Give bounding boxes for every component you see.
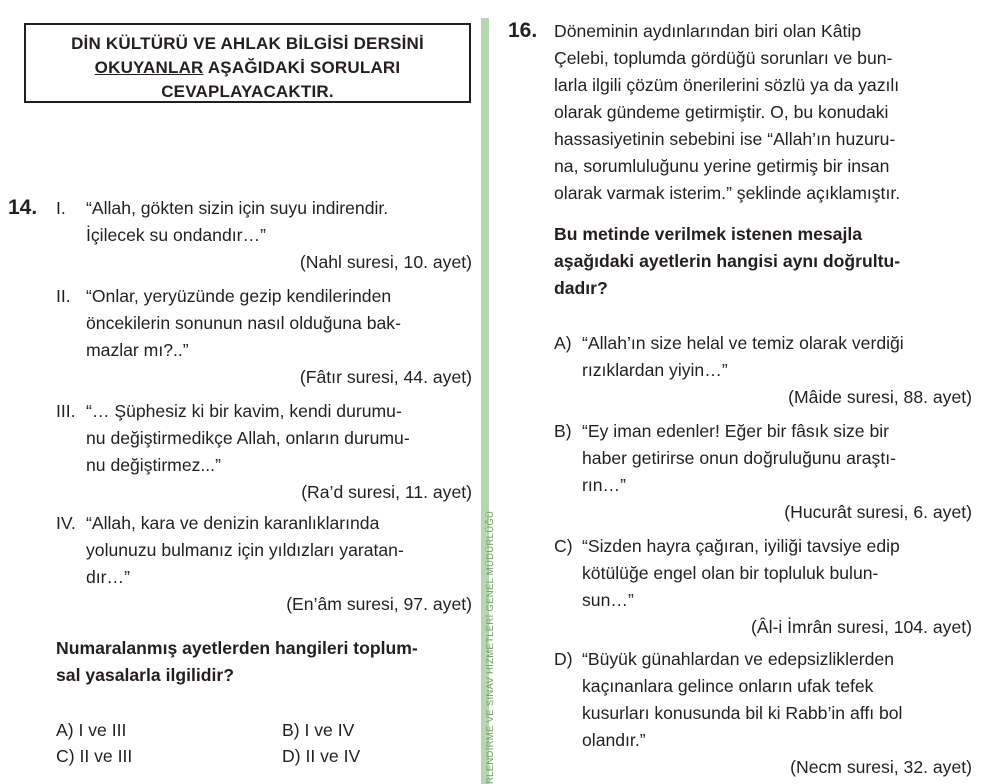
notice-line-1: DİN KÜLTÜRÜ VE AHLAK BİLGİSİ DERSİNİ	[71, 34, 424, 53]
q16-option-c-line[interactable]: sun…”	[582, 590, 634, 610]
q16-passage-line: olarak gündeme getirmiştir. O, bu konudaki	[554, 102, 889, 122]
q16-option-d-line[interactable]: “Büyük günahlardan ve edepsizliklerden	[582, 649, 894, 669]
q14-question-line: Numaralanmış ayetlerden hangileri toplum-	[56, 638, 418, 658]
q16-passage-line: na, sorumluluğunu yerine getirmiş bir insan	[554, 156, 890, 176]
q16-option-a-label[interactable]: A)	[554, 333, 572, 353]
question-14-number: 14.	[8, 196, 38, 219]
q14-item-1-line: İçilecek su ondandır…”	[86, 225, 266, 245]
q16-option-b-label[interactable]: B)	[554, 421, 572, 441]
exam-notice-box	[24, 23, 471, 103]
q14-item-4-line: yolunuzu bulmanız için yıldızları yaratan-	[86, 540, 404, 560]
q16-option-d-source: (Necm suresi, 32. ayet)	[790, 757, 972, 777]
q14-item-4-source: (En’âm suresi, 97. ayet)	[286, 594, 472, 614]
q14-item-3-line: nu değiştirmedikçe Allah, onların durumu-	[86, 428, 410, 448]
q14-item-3-label: III.	[56, 401, 76, 421]
q16-option-b-line[interactable]: rın…”	[582, 475, 626, 495]
notice-line-2-rest: AŞAĞIDAKİ SORULARI	[203, 58, 401, 77]
q16-option-c-line[interactable]: kötülüğe engel olan bir topluluk bulun-	[582, 563, 879, 583]
q14-option-b[interactable]: B) I ve IV	[282, 720, 355, 740]
q14-item-2-source: (Fâtır suresi, 44. ayet)	[299, 367, 472, 387]
q16-question-line: aşağıdaki ayetlerin hangisi aynı doğrultu-	[554, 251, 901, 271]
q16-option-d-line[interactable]: kaçınanlara gelince onların ufak tefek	[582, 676, 874, 696]
q14-item-4-label: IV.	[56, 513, 76, 533]
q14-item-1-label: I.	[56, 198, 66, 218]
q14-item-3-line: “… Şüphesiz ki bir kavim, kendi durumu-	[86, 401, 402, 421]
q14-item-2-line: öncekilerin sonunun nasıl olduğuna bak-	[86, 313, 401, 333]
q16-option-d-line[interactable]: olandır.”	[582, 730, 646, 750]
q16-passage-line: olarak varmak isterim.” şeklinde açıklamıştır.	[554, 183, 901, 203]
q16-question-line: Bu metinde verilmek istenen mesajla	[554, 224, 863, 244]
q16-question-line: dadır?	[554, 278, 608, 298]
question-16-number: 16.	[508, 19, 538, 42]
notice-underlined-word: OKUYANLAR	[94, 58, 204, 77]
q16-passage-line: larla ilgili çözüm önerilerini sözlü ya da yazılı	[554, 75, 900, 95]
q14-item-3-source: (Ra’d suresi, 11. ayet)	[301, 482, 472, 502]
q14-option-a[interactable]: A) I ve III	[56, 720, 127, 740]
q16-option-b-line[interactable]: haber getirirse onun doğruluğunu araştı-	[582, 448, 896, 468]
q14-item-3-line: nu değiştirmez...”	[86, 455, 221, 475]
publisher-vertical-text: RLENDİRME VE SINAV HİZMETLERİ GENEL MÜDÜRLÜĞÜ	[485, 510, 496, 784]
notice-line-2	[26, 56, 469, 80]
q16-option-c-line[interactable]: “Sizden hayra çağıran, iyiliği tavsiye edip	[582, 536, 900, 556]
q14-item-1-source: (Nahl suresi, 10. ayet)	[299, 252, 472, 272]
q16-option-d-label[interactable]: D)	[554, 649, 573, 669]
q16-option-a-line[interactable]: “Allah’ın size helal ve temiz olarak verdiği	[582, 333, 904, 353]
q16-passage-line: hassasiyetinin sebebini ise “Allah’ın huzuru-	[554, 129, 896, 149]
q16-option-b-source: (Hucurât suresi, 6. ayet)	[784, 502, 972, 522]
q14-question-line: sal yasalarla ilgilidir?	[56, 665, 234, 685]
q16-option-b-line[interactable]: “Ey iman edenler! Eğer bir fâsık size bir	[582, 421, 890, 441]
q16-option-c-label[interactable]: C)	[554, 536, 573, 556]
q14-item-2-line: mazlar mı?..”	[86, 340, 189, 360]
q16-passage-line: Çelebi, toplumda gördüğü sorunları ve bun-	[554, 48, 893, 68]
q16-option-c-source: (Âl-i İmrân suresi, 104. ayet)	[751, 617, 972, 637]
q14-option-d[interactable]: D) II ve IV	[282, 746, 361, 766]
q14-item-4-line: dır…”	[86, 567, 130, 587]
q16-option-a-line[interactable]: rızıklardan yiyin…”	[582, 360, 728, 380]
q16-option-a-source: (Mâide suresi, 88. ayet)	[788, 387, 972, 407]
notice-line-3: CEVAPLAYACAKTIR.	[161, 82, 334, 101]
q14-item-2-label: II.	[56, 286, 71, 306]
q16-option-d-line[interactable]: kusurları konusunda bil ki Rabb’in affı bol	[582, 703, 903, 723]
q14-item-1-line: “Allah, gökten sizin için suyu indirendir.	[86, 198, 389, 218]
q14-option-c[interactable]: C) II ve III	[56, 746, 133, 766]
q14-item-4-line: “Allah, kara ve denizin karanlıklarında	[86, 513, 380, 533]
q16-passage-line: Döneminin aydınlarından biri olan Kâtip	[554, 21, 862, 41]
q14-item-2-line: “Onlar, yeryüzünde gezip kendilerinden	[86, 286, 392, 306]
